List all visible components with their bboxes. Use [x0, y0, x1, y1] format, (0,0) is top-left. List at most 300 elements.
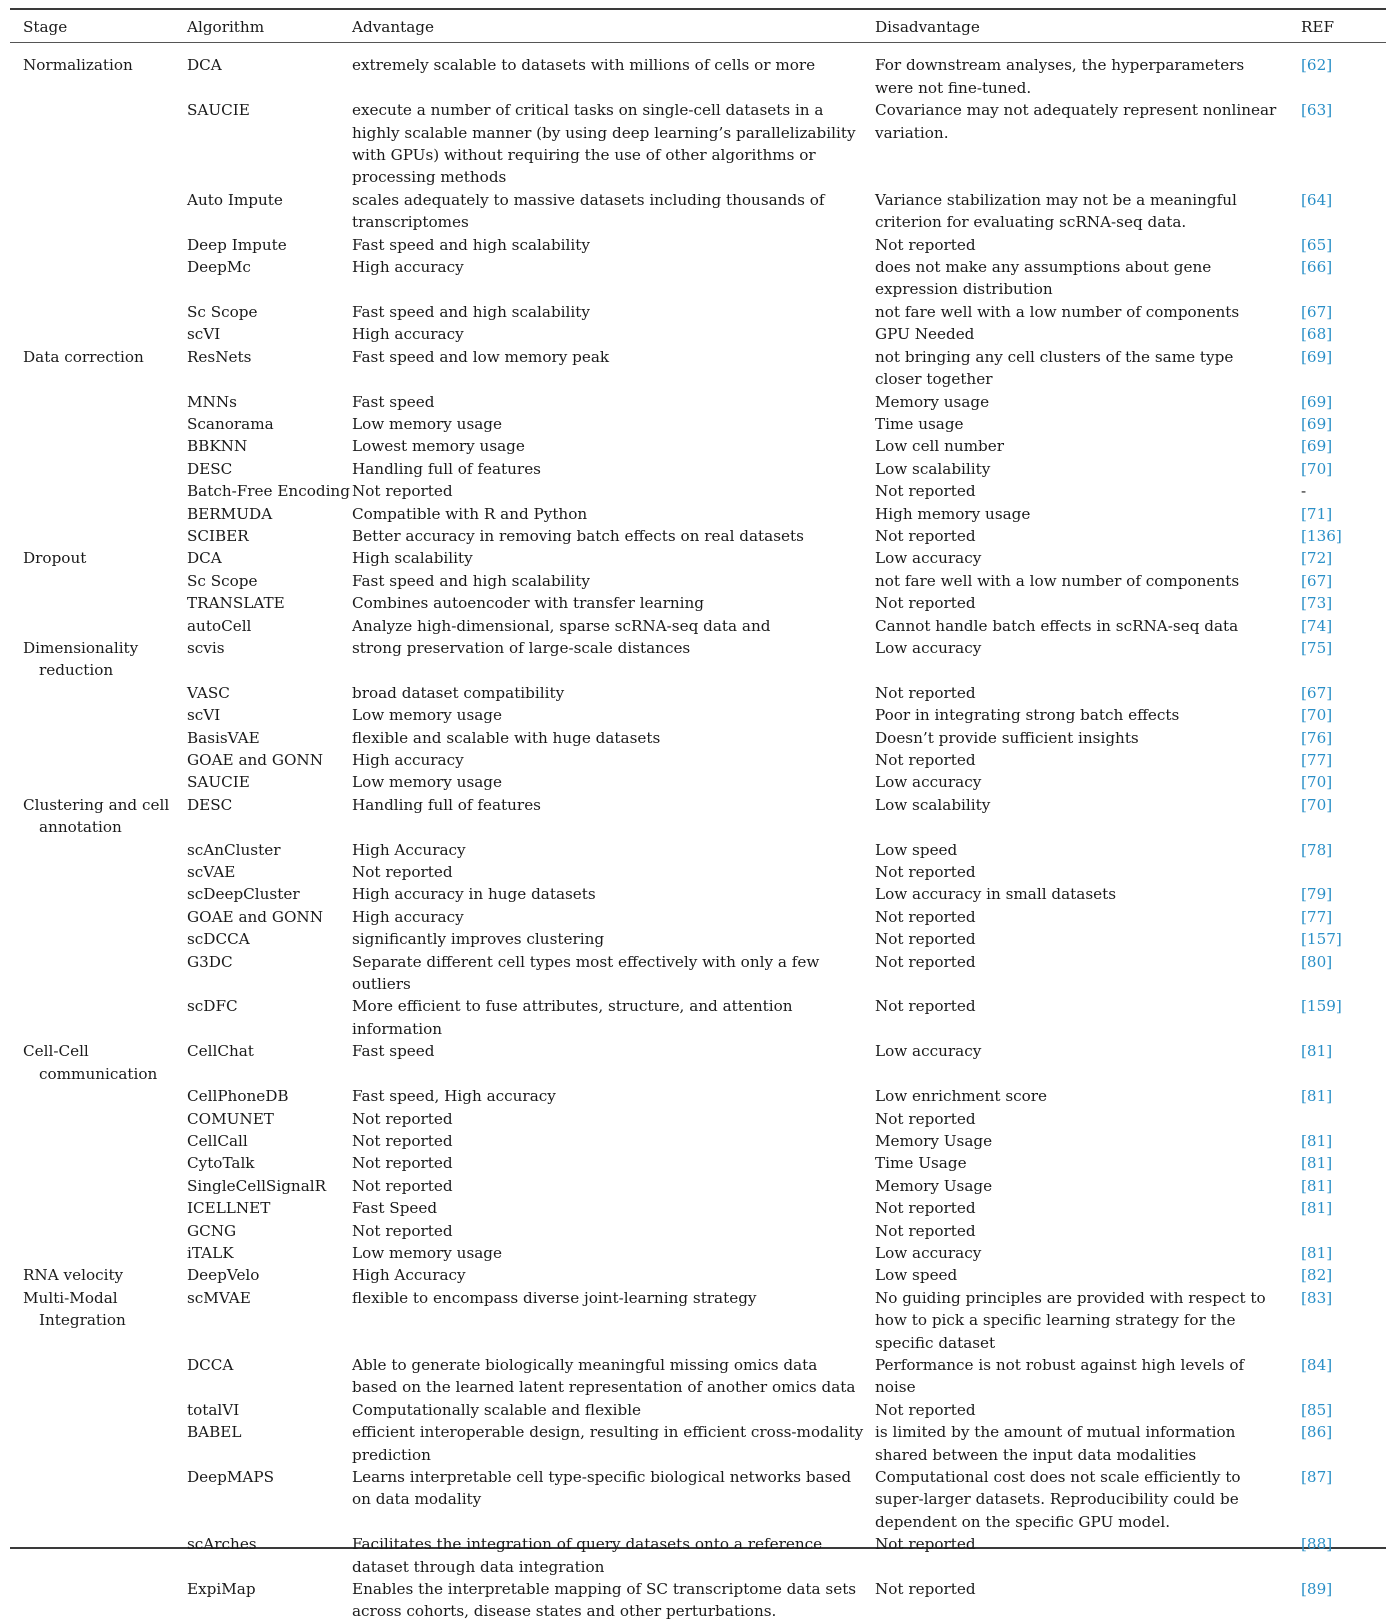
table-row — [10, 1354, 1386, 1399]
table-row — [10, 749, 1386, 771]
cell-stage — [10, 951, 187, 996]
cell-ref: - — [1301, 482, 1307, 501]
cell-advantage: Handling full of features — [352, 795, 541, 814]
cell-stage — [10, 1108, 187, 1130]
cell-algorithm: scDCCA — [187, 930, 250, 949]
cell-advantage: Fast speed, High accuracy — [352, 1087, 556, 1106]
reference-link[interactable]: [88] — [1301, 1535, 1333, 1554]
header-row — [10, 13, 1386, 46]
cell-stage — [10, 1242, 187, 1264]
cell-disadvantage: Not reported — [875, 1580, 976, 1599]
cell-advantage: Fast speed — [352, 1042, 435, 1061]
cell-disadvantage: Not reported — [875, 952, 976, 971]
table-row — [10, 1130, 1386, 1152]
reference-link[interactable]: [159] — [1301, 997, 1342, 1016]
cell-advantage: Low memory usage — [352, 706, 502, 725]
cell-stage — [10, 995, 187, 1040]
cell-stage — [10, 99, 187, 189]
cell-disadvantage: Time Usage — [875, 1154, 967, 1173]
cell-algorithm: Auto Impute — [187, 190, 283, 209]
cell-stage — [10, 1466, 187, 1533]
cell-advantage: High Accuracy — [352, 1266, 466, 1285]
table-row — [10, 99, 1386, 189]
cell-disadvantage: not fare well with a low number of components — [875, 302, 1240, 321]
cell-algorithm: scvis — [187, 638, 225, 657]
table-row — [10, 1264, 1386, 1286]
cell-disadvantage: Low accuracy in small datasets — [875, 885, 1117, 904]
table-top-rule — [10, 8, 1386, 10]
reference-link[interactable]: [70] — [1301, 459, 1333, 478]
cell-advantage: Lowest memory usage — [352, 437, 525, 456]
cell-disadvantage: Low accuracy — [875, 638, 982, 657]
table-row — [10, 234, 1386, 256]
cell-disadvantage: Cannot handle batch effects in scRNA-seq data — [875, 616, 1239, 635]
cell-algorithm: CellChat — [187, 1042, 254, 1061]
cell-disadvantage: Low accuracy — [875, 1042, 982, 1061]
table-row — [10, 727, 1386, 749]
table-row — [10, 839, 1386, 861]
header-ref: REF — [1301, 18, 1335, 36]
cell-stage — [10, 189, 187, 234]
cell-disadvantage: Memory Usage — [875, 1131, 993, 1150]
cell-stage — [10, 592, 187, 614]
cell-advantage: High accuracy in huge datasets — [352, 885, 596, 904]
cell-disadvantage: not fare well with a low number of components — [875, 571, 1240, 590]
cell-algorithm: GCNG — [187, 1221, 237, 1240]
cell-advantage: Low memory usage — [352, 773, 502, 792]
cell-disadvantage: For downstream analyses, the hyperparameters were not fine-tuned. — [875, 56, 1245, 97]
reference-link[interactable]: [81] — [1301, 1154, 1333, 1173]
reference-link[interactable]: [65] — [1301, 235, 1333, 254]
cell-disadvantage: Not reported — [875, 594, 976, 613]
stage-label: Normalization — [23, 56, 133, 75]
cell-algorithm: autoCell — [187, 616, 252, 635]
cell-disadvantage: Low accuracy — [875, 773, 982, 792]
table-row — [10, 1242, 1386, 1264]
table-row — [10, 413, 1386, 435]
cell-advantage: Combines autoencoder with transfer learning — [352, 594, 704, 613]
cell-disadvantage: Not reported — [875, 751, 976, 769]
cell-advantage: efficient interoperable design, resulting in efficient cross-modality prediction — [352, 1423, 864, 1464]
table-row — [10, 1197, 1386, 1219]
cell-algorithm: COMUNET — [187, 1109, 274, 1128]
cell-disadvantage: High memory usage — [875, 504, 1031, 523]
algorithms-table — [10, 13, 1386, 1623]
table-row — [10, 435, 1386, 457]
cell-algorithm: scVI — [187, 325, 221, 344]
header-advantage: Advantage — [352, 18, 434, 36]
cell-stage — [10, 1197, 187, 1219]
cell-disadvantage: Not reported — [875, 1400, 976, 1419]
table-row — [10, 771, 1386, 793]
cell-disadvantage: Performance is not robust against high levels of noise — [875, 1355, 1245, 1397]
cell-advantage: Compatible with R and Python — [352, 504, 588, 523]
cell-algorithm: GOAE and GONN — [187, 751, 324, 769]
header-disadvantage: Disadvantage — [875, 18, 980, 36]
cell-advantage: Fast speed and high scalability — [352, 571, 590, 590]
table-row — [10, 682, 1386, 704]
reference-link[interactable]: [81] — [1301, 1243, 1333, 1262]
table-body — [10, 46, 1386, 1622]
table-row — [10, 525, 1386, 547]
cell-algorithm: ICELLNET — [187, 1199, 271, 1218]
table-row — [10, 1220, 1386, 1242]
cell-disadvantage: Doesn’t provide sufficient insights — [875, 728, 1139, 747]
stage-label: reduction — [39, 661, 114, 680]
cell-advantage: extremely scalable to datasets with millions of cells or more — [352, 56, 816, 75]
reference-link[interactable]: [72] — [1301, 549, 1333, 568]
reference-link[interactable]: [66] — [1301, 258, 1333, 277]
cell-disadvantage: Low accuracy — [875, 549, 982, 568]
cell-algorithm: CellPhoneDB — [187, 1087, 289, 1106]
cell-algorithm: DCA — [187, 549, 222, 568]
cell-stage — [10, 1354, 187, 1399]
cell-stage — [10, 1152, 187, 1174]
table-row — [10, 592, 1386, 614]
reference-link[interactable]: [81] — [1301, 1042, 1333, 1061]
cell-disadvantage: Not reported — [875, 997, 976, 1016]
cell-advantage: Fast speed and low memory peak — [352, 347, 610, 366]
cell-disadvantage: Memory usage — [875, 392, 990, 411]
reference-link[interactable]: [74] — [1301, 616, 1333, 635]
table-row — [10, 503, 1386, 525]
cell-algorithm: BBKNN — [187, 437, 248, 456]
cell-stage — [10, 301, 187, 323]
reference-link[interactable]: [84] — [1301, 1355, 1333, 1374]
cell-disadvantage: does not make any assumptions about gene expression distribution — [875, 258, 1212, 299]
table-row — [10, 615, 1386, 637]
table-row — [10, 1287, 1386, 1354]
cell-advantage: High Accuracy — [352, 840, 466, 859]
cell-algorithm: GOAE and GONN — [187, 907, 324, 926]
header-algorithm: Algorithm — [187, 18, 265, 36]
table-row — [10, 458, 1386, 480]
cell-algorithm: BERMUDA — [187, 504, 273, 523]
cell-advantage: significantly improves clustering — [352, 930, 605, 949]
table-row — [10, 346, 1386, 391]
cell-stage — [10, 928, 187, 950]
table-row — [10, 704, 1386, 726]
cell-advantage: Fast speed and high scalability — [352, 235, 590, 254]
cell-disadvantage: Variance stabilization may not be a meaningful criterion for evaluating scRNA-seq data. — [875, 190, 1237, 232]
cell-advantage: Low memory usage — [352, 414, 502, 433]
stage-label: Dropout — [23, 549, 87, 568]
table-row — [10, 570, 1386, 592]
cell-stage — [10, 682, 187, 704]
cell-algorithm: TRANSLATE — [187, 594, 285, 613]
cell-algorithm: SCIBER — [187, 526, 249, 545]
cell-advantage: Better accuracy in removing batch effects on real datasets — [352, 526, 804, 545]
cell-disadvantage: Low scalability — [875, 795, 991, 814]
reference-link[interactable]: [87] — [1301, 1468, 1333, 1486]
table-row — [10, 301, 1386, 323]
cell-disadvantage: Not reported — [875, 863, 976, 882]
cell-stage — [10, 704, 187, 726]
cell-algorithm: ExpiMap — [187, 1580, 256, 1599]
reference-link[interactable]: [67] — [1301, 571, 1333, 590]
cell-algorithm: Scanorama — [187, 414, 274, 433]
cell-disadvantage: Not reported — [875, 683, 976, 702]
reference-link[interactable]: [86] — [1301, 1423, 1333, 1442]
cell-advantage: Not reported — [352, 1131, 453, 1150]
reference-link[interactable]: [67] — [1301, 683, 1333, 702]
cell-algorithm: SAUCIE — [187, 101, 250, 120]
cell-algorithm: scVI — [187, 706, 221, 725]
cell-stage — [10, 256, 187, 301]
cell-stage — [10, 794, 187, 839]
cell-disadvantage: Not reported — [875, 930, 976, 949]
cell-stage — [10, 637, 187, 682]
cell-disadvantage: Low cell number — [875, 437, 1005, 456]
cell-advantage: Analyze high-dimensional, sparse scRNA-seq data and — [352, 616, 771, 635]
cell-advantage: Learns interpretable cell type-specific biological networks based on data modality — [352, 1468, 852, 1509]
cell-stage — [10, 46, 187, 99]
cell-disadvantage: No guiding principles are provided with respect to how to pick a specific learning strategy for the specific dataset — [875, 1288, 1266, 1352]
cell-stage — [10, 1175, 187, 1197]
reference-link[interactable]: [68] — [1301, 325, 1333, 344]
cell-stage — [10, 1130, 187, 1152]
cell-advantage: Not reported — [352, 1221, 453, 1240]
cell-advantage: execute a number of critical tasks on single-cell datasets in a highly scalable manner (by using deep learning’s parallelizability with GPUs) without requiring the use of other algorithms or processing methods — [352, 101, 856, 187]
cell-stage — [10, 1264, 187, 1286]
reference-link[interactable]: [71] — [1301, 504, 1333, 523]
cell-stage — [10, 1533, 187, 1578]
reference-link[interactable]: [69] — [1301, 347, 1333, 366]
table-row — [10, 637, 1386, 682]
table-row — [10, 1152, 1386, 1174]
cell-stage — [10, 861, 187, 883]
cell-algorithm: MNNs — [187, 392, 237, 411]
cell-algorithm: Batch-Free Encoding — [187, 482, 350, 501]
cell-stage — [10, 458, 187, 480]
cell-stage — [10, 615, 187, 637]
cell-stage — [10, 503, 187, 525]
cell-algorithm: SingleCellSignalR — [187, 1176, 327, 1195]
cell-algorithm: scMVAE — [187, 1288, 251, 1307]
reference-link[interactable]: [77] — [1301, 907, 1333, 926]
cell-advantage: flexible and scalable with huge datasets — [352, 728, 661, 747]
cell-disadvantage: GPU Needed — [875, 325, 975, 344]
table-row — [10, 323, 1386, 345]
cell-advantage: Low memory usage — [352, 1243, 502, 1262]
reference-link[interactable]: [157] — [1301, 930, 1342, 949]
cell-stage — [10, 480, 187, 502]
cell-advantage: More efficient to fuse attributes, structure, and attention information — [352, 997, 793, 1038]
table-row — [10, 547, 1386, 569]
cell-disadvantage: Not reported — [875, 907, 976, 926]
cell-disadvantage: Not reported — [875, 1109, 976, 1128]
cell-advantage: Not reported — [352, 482, 453, 501]
table-row — [10, 1085, 1386, 1107]
cell-advantage: High accuracy — [352, 751, 464, 769]
stage-label: RNA velocity — [23, 1266, 124, 1285]
cell-algorithm: DeepMc — [187, 258, 251, 277]
reference-link[interactable]: [70] — [1301, 706, 1333, 725]
cell-advantage: Enables the interpretable mapping of SC transcriptome data sets across cohorts, disease states and other perturbations. — [352, 1580, 857, 1621]
cell-algorithm: CytoTalk — [187, 1154, 255, 1173]
cell-algorithm: DCCA — [187, 1355, 234, 1374]
reference-link[interactable]: [89] — [1301, 1580, 1333, 1599]
cell-stage — [10, 1421, 187, 1466]
cell-advantage: Fast Speed — [352, 1199, 438, 1218]
cell-disadvantage: Low enrichment score — [875, 1087, 1048, 1106]
cell-stage — [10, 1220, 187, 1242]
cell-stage — [10, 1040, 187, 1085]
cell-stage — [10, 906, 187, 928]
cell-advantage: scales adequately to massive datasets including thousands of transcriptomes — [352, 190, 825, 232]
reference-link[interactable]: [69] — [1301, 392, 1333, 411]
reference-link[interactable]: [73] — [1301, 594, 1333, 613]
table-row — [10, 256, 1386, 301]
cell-algorithm: DCA — [187, 56, 222, 75]
cell-advantage: High accuracy — [352, 258, 464, 277]
table-row — [10, 1108, 1386, 1130]
cell-disadvantage: Low speed — [875, 840, 958, 859]
cell-disadvantage: Poor in integrating strong batch effects — [875, 706, 1180, 725]
reference-link[interactable]: [79] — [1301, 885, 1333, 904]
cell-stage — [10, 570, 187, 592]
cell-disadvantage: Memory Usage — [875, 1176, 993, 1195]
cell-stage — [10, 771, 187, 793]
table-row — [10, 1040, 1386, 1085]
cell-algorithm: G3DC — [187, 952, 233, 971]
cell-advantage: High accuracy — [352, 325, 464, 344]
cell-algorithm: Sc Scope — [187, 571, 258, 590]
cell-algorithm: BABEL — [187, 1423, 242, 1442]
cell-stage — [10, 1399, 187, 1421]
table-row — [10, 906, 1386, 928]
cell-algorithm: SAUCIE — [187, 773, 250, 792]
table-row — [10, 861, 1386, 883]
reference-link[interactable]: [69] — [1301, 414, 1333, 433]
reference-link[interactable]: [77] — [1301, 751, 1333, 769]
reference-link[interactable]: [81] — [1301, 1087, 1333, 1106]
cell-disadvantage: Not reported — [875, 235, 976, 254]
reference-link[interactable]: [70] — [1301, 795, 1333, 814]
reference-link[interactable]: [82] — [1301, 1266, 1333, 1285]
reference-link[interactable]: [67] — [1301, 302, 1333, 321]
cell-ref — [1288, 1108, 1386, 1130]
cell-algorithm: scDeepCluster — [187, 885, 300, 904]
cell-stage — [10, 323, 187, 345]
cell-algorithm: Sc Scope — [187, 302, 258, 321]
cell-algorithm: totalVI — [187, 1400, 240, 1419]
cell-algorithm: ResNets — [187, 347, 252, 366]
cell-advantage: Not reported — [352, 1109, 453, 1128]
cell-algorithm: iTALK — [187, 1243, 234, 1262]
table-row — [10, 1175, 1386, 1197]
cell-advantage: Fast speed — [352, 392, 435, 411]
cell-advantage: broad dataset compatibility — [352, 683, 565, 702]
header-stage: Stage — [23, 18, 68, 36]
reference-link[interactable]: [69] — [1301, 437, 1333, 456]
reference-link[interactable]: [64] — [1301, 190, 1333, 209]
cell-disadvantage: Covariance may not adequately represent nonlinear variation. — [875, 101, 1277, 142]
stage-label: Data correction — [23, 347, 144, 366]
reference-link[interactable]: [70] — [1301, 773, 1333, 792]
cell-algorithm: Deep Impute — [187, 235, 287, 254]
reference-link[interactable]: [85] — [1301, 1400, 1333, 1419]
reference-link[interactable]: [78] — [1301, 840, 1333, 859]
cell-stage — [10, 391, 187, 413]
reference-link[interactable]: [63] — [1301, 101, 1333, 120]
cell-advantage: Facilitates the integration of query datasets onto a reference dataset through data integration — [352, 1535, 823, 1576]
cell-stage — [10, 346, 187, 391]
cell-stage — [10, 749, 187, 771]
table-row — [10, 1421, 1386, 1466]
stage-label: Integration — [39, 1311, 126, 1330]
table-row — [10, 951, 1386, 996]
table-row — [10, 928, 1386, 950]
cell-advantage: Not reported — [352, 863, 453, 882]
cell-stage — [10, 413, 187, 435]
stage-label: annotation — [39, 818, 122, 837]
cell-algorithm: BasisVAE — [187, 728, 260, 747]
reference-link[interactable]: [81] — [1301, 1199, 1333, 1218]
cell-stage — [10, 234, 187, 256]
cell-advantage: Fast speed and high scalability — [352, 302, 590, 321]
cell-stage — [10, 839, 187, 861]
table-row — [10, 1466, 1386, 1533]
reference-link[interactable]: [80] — [1301, 952, 1333, 971]
cell-stage — [10, 547, 187, 569]
cell-stage — [10, 1287, 187, 1354]
reference-link[interactable]: [81] — [1301, 1131, 1333, 1150]
reference-link[interactable]: [62] — [1301, 56, 1333, 75]
table-row — [10, 189, 1386, 234]
cell-algorithm: DESC — [187, 795, 233, 814]
reference-link[interactable]: [81] — [1301, 1176, 1333, 1195]
stage-label: Cell-Cell — [23, 1042, 89, 1061]
stage-label: Dimensionality — [23, 638, 139, 657]
table-row — [10, 391, 1386, 413]
stage-label: Multi-Modal — [23, 1288, 118, 1307]
cell-algorithm: scVAE — [187, 863, 236, 882]
cell-disadvantage: Not reported — [875, 482, 976, 501]
cell-stage — [10, 1085, 187, 1107]
cell-advantage: Separate different cell types most effectively with only a few outliers — [352, 952, 820, 994]
cell-algorithm: scArches — [187, 1535, 257, 1554]
reference-link[interactable]: [83] — [1301, 1288, 1333, 1307]
reference-link[interactable]: [75] — [1301, 638, 1333, 657]
cell-advantage: Not reported — [352, 1176, 453, 1195]
cell-ref — [1288, 1220, 1386, 1242]
reference-link[interactable]: [76] — [1301, 728, 1333, 747]
cell-disadvantage: is limited by the amount of mutual information shared between the input data modalities — [875, 1423, 1236, 1464]
stage-label: Clustering and cell — [23, 795, 170, 814]
cell-disadvantage: Not reported — [875, 1221, 976, 1240]
cell-ref — [1288, 861, 1386, 883]
cell-algorithm: scAnCluster — [187, 840, 281, 859]
reference-link[interactable]: [136] — [1301, 526, 1342, 545]
table-row — [10, 1578, 1386, 1623]
cell-advantage: strong preservation of large-scale distances — [352, 638, 691, 657]
cell-stage — [10, 525, 187, 547]
cell-advantage: Able to generate biologically meaningful missing omics data based on the learned latent representation of another omics data — [352, 1355, 856, 1397]
cell-algorithm: DeepVelo — [187, 1266, 260, 1285]
cell-stage — [10, 435, 187, 457]
cell-disadvantage: Time usage — [875, 414, 964, 433]
cell-disadvantage: Low accuracy — [875, 1243, 982, 1262]
cell-disadvantage: not bringing any cell clusters of the same type closer together — [875, 347, 1234, 389]
table-header — [10, 13, 1386, 46]
cell-disadvantage: Not reported — [875, 526, 976, 545]
table-row — [10, 883, 1386, 905]
cell-advantage: Handling full of features — [352, 459, 541, 478]
cell-advantage: High scalability — [352, 549, 473, 568]
cell-algorithm: DeepMAPS — [187, 1468, 275, 1486]
table-row — [10, 794, 1386, 839]
